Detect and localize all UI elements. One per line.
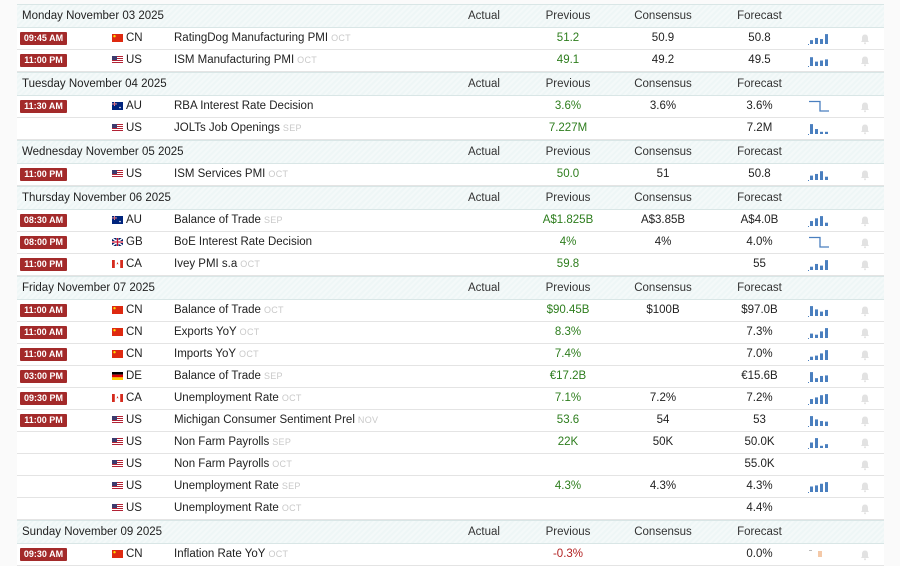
- trend-chart-icon[interactable]: [808, 54, 830, 67]
- column-header-consensus: Consensus: [634, 526, 692, 538]
- bell-icon[interactable]: [859, 55, 871, 67]
- trend-chart-icon[interactable]: [808, 548, 830, 561]
- forecast-value: 7.2%: [746, 392, 773, 404]
- previous-value: A$1.825B: [542, 214, 594, 226]
- country-code: AU: [126, 100, 142, 112]
- country-code: US: [126, 54, 142, 66]
- consensus-value: 3.6%: [649, 100, 677, 112]
- time-badge: 09:30 AM: [20, 548, 67, 561]
- previous-value: 4.3%: [554, 480, 582, 492]
- reference-period: SEP: [263, 215, 283, 225]
- time-badge: 11:00 PM: [20, 414, 67, 427]
- event-cell[interactable]: [174, 118, 302, 139]
- previous-value: $90.45B: [546, 304, 590, 316]
- previous-value: 7.227M: [548, 122, 588, 134]
- consensus-value: 50K: [652, 436, 674, 448]
- event-name[interactable]: Ivey PMI s.a: [174, 258, 238, 270]
- column-header-forecast: Forecast: [737, 78, 782, 90]
- bell-icon[interactable]: [859, 305, 871, 317]
- event-cell[interactable]: [174, 96, 313, 117]
- event-name[interactable]: Unemployment Rate: [174, 480, 279, 492]
- forecast-value: 55.0K: [744, 458, 775, 470]
- economic-calendar: [17, 4, 884, 566]
- event-name[interactable]: Non Farm Payrolls: [174, 436, 270, 448]
- previous-value: 4%: [559, 236, 577, 248]
- column-header-actual: Actual: [468, 526, 500, 538]
- time-badge: 11:30 AM: [20, 100, 67, 113]
- previous-value: 22K: [557, 436, 579, 448]
- previous-value: 51.2: [556, 32, 580, 44]
- trend-chart-icon[interactable]: [808, 370, 830, 383]
- event-row[interactable]: [17, 498, 884, 520]
- event-cell[interactable]: [174, 232, 312, 253]
- event-name[interactable]: Non Farm Payrolls: [174, 458, 270, 470]
- reference-period: SEP: [282, 123, 302, 133]
- reference-period: OCT: [281, 503, 302, 513]
- column-header-actual: Actual: [468, 192, 500, 204]
- reference-period: SEP: [281, 481, 301, 491]
- country-code: AU: [126, 214, 142, 226]
- country-code: CA: [126, 258, 142, 270]
- forecast-value: 50.0K: [744, 436, 775, 448]
- time-badge: 11:00 PM: [20, 168, 67, 181]
- country-code: US: [126, 502, 142, 514]
- trend-chart-icon[interactable]: [808, 436, 830, 449]
- column-header-consensus: Consensus: [634, 192, 692, 204]
- cn-flag-icon: [112, 34, 123, 42]
- country-code: US: [126, 480, 142, 492]
- event-row[interactable]: [17, 454, 884, 476]
- event-cell[interactable]: [174, 366, 283, 387]
- cn-flag-icon: [112, 306, 123, 314]
- bell-icon[interactable]: [859, 259, 871, 271]
- event-name[interactable]: JOLTs Job Openings: [174, 122, 280, 134]
- bell-icon[interactable]: [859, 101, 871, 113]
- time-badge: 08:30 AM: [20, 214, 67, 227]
- day-date: Tuesday November 04 2025: [22, 78, 167, 90]
- trend-chart-icon[interactable]: [808, 122, 830, 135]
- event-row[interactable]: [17, 344, 884, 366]
- column-header-actual: Actual: [468, 146, 500, 158]
- time-badge: 11:00 AM: [20, 304, 67, 317]
- event-cell[interactable]: [174, 544, 288, 565]
- event-cell[interactable]: [174, 498, 302, 519]
- country-code: CN: [126, 348, 143, 360]
- previous-value: 8.3%: [554, 326, 582, 338]
- bell-icon[interactable]: [859, 33, 871, 45]
- event-row[interactable]: [17, 476, 884, 498]
- column-header-previous: Previous: [545, 78, 591, 90]
- previous-value: -0.3%: [552, 548, 584, 560]
- time-badge: 11:00 AM: [20, 326, 67, 339]
- time-badge: 11:00 PM: [20, 258, 67, 271]
- forecast-value: 0.0%: [746, 548, 773, 560]
- consensus-value: 54: [656, 414, 670, 426]
- consensus-value: $100B: [646, 304, 680, 316]
- event-row[interactable]: [17, 210, 884, 232]
- reference-period: OCT: [281, 393, 302, 403]
- reference-period: OCT: [272, 459, 293, 469]
- country-code: US: [126, 168, 142, 180]
- event-cell[interactable]: [174, 322, 260, 343]
- column-header-previous: Previous: [545, 10, 591, 22]
- forecast-value: 4.0%: [746, 236, 773, 248]
- trend-chart-icon[interactable]: [808, 258, 830, 271]
- cn-flag-icon: [112, 550, 123, 558]
- previous-value: 3.6%: [554, 100, 582, 112]
- event-cell[interactable]: [174, 454, 292, 475]
- column-header-previous: Previous: [545, 146, 591, 158]
- consensus-value: 4.3%: [649, 480, 677, 492]
- event-cell[interactable]: [174, 164, 288, 185]
- event-name[interactable]: BoE Interest Rate Decision: [174, 236, 313, 248]
- event-name[interactable]: Imports YoY: [174, 348, 237, 360]
- trend-chart-icon[interactable]: [808, 214, 830, 227]
- time-badge: 08:00 PM: [20, 236, 67, 249]
- column-header-consensus: Consensus: [634, 78, 692, 90]
- column-header-consensus: Consensus: [634, 146, 692, 158]
- event-name[interactable]: Balance of Trade: [174, 214, 261, 226]
- bell-icon[interactable]: [859, 215, 871, 227]
- event-row[interactable]: [17, 164, 884, 186]
- forecast-value: A$4.0B: [740, 214, 779, 226]
- column-header-forecast: Forecast: [737, 192, 782, 204]
- event-name[interactable]: ISM Manufacturing PMI: [174, 54, 295, 66]
- day-date: Thursday November 06 2025: [22, 192, 171, 204]
- previous-value: 7.1%: [554, 392, 582, 404]
- forecast-value: 50.8: [748, 168, 771, 180]
- us-flag-icon: [112, 460, 123, 468]
- country-code: US: [126, 458, 142, 470]
- bell-icon[interactable]: [859, 349, 871, 361]
- event-name[interactable]: Balance of Trade: [174, 304, 261, 316]
- bell-icon[interactable]: [859, 169, 871, 181]
- cn-flag-icon: [112, 350, 123, 358]
- time-badge: 03:00 PM: [20, 370, 67, 383]
- consensus-value: A$3.85B: [640, 214, 686, 226]
- reference-period: OCT: [331, 33, 351, 43]
- country-code: CA: [126, 392, 142, 404]
- event-name[interactable]: Unemployment Rate: [174, 392, 279, 404]
- reference-period: NOV: [357, 415, 379, 425]
- column-header-actual: Actual: [468, 10, 500, 22]
- trend-chart-icon[interactable]: [808, 32, 830, 45]
- trend-chart-icon[interactable]: [808, 326, 830, 339]
- event-cell[interactable]: [174, 388, 302, 409]
- event-name[interactable]: Michigan Consumer Sentiment Prel: [174, 414, 355, 426]
- forecast-value: 7.3%: [746, 326, 773, 338]
- event-name[interactable]: Inflation Rate YoY: [174, 548, 266, 560]
- trend-chart-icon[interactable]: [808, 236, 830, 249]
- country-code: CN: [126, 548, 143, 560]
- event-name[interactable]: Unemployment Rate: [174, 502, 279, 514]
- event-name[interactable]: ISM Services PMI: [174, 168, 266, 180]
- us-flag-icon: [112, 170, 123, 178]
- bell-icon[interactable]: [859, 371, 871, 383]
- forecast-value: 53: [753, 414, 766, 426]
- us-flag-icon: [112, 504, 123, 512]
- event-row[interactable]: [17, 388, 884, 410]
- reference-period: OCT: [297, 55, 318, 65]
- event-row[interactable]: [17, 366, 884, 388]
- trend-chart-icon[interactable]: [808, 392, 830, 405]
- event-name[interactable]: RatingDog Manufacturing PMI: [174, 32, 329, 44]
- ca-flag-icon: [112, 260, 123, 268]
- bell-icon[interactable]: [859, 503, 871, 515]
- gb-flag-icon: [112, 238, 123, 246]
- event-row[interactable]: [17, 232, 884, 254]
- forecast-value: 49.5: [748, 54, 771, 66]
- event-row[interactable]: [17, 322, 884, 344]
- column-header-previous: Previous: [545, 192, 591, 204]
- forecast-value: 4.3%: [746, 480, 773, 492]
- time-badge: 11:00 PM: [20, 54, 67, 67]
- reference-period: OCT: [268, 169, 289, 179]
- cn-flag-icon: [112, 328, 123, 336]
- event-name[interactable]: RBA Interest Rate Decision: [174, 100, 314, 112]
- event-row[interactable]: [17, 28, 884, 50]
- column-header-consensus: Consensus: [634, 282, 692, 294]
- event-cell[interactable]: [174, 254, 260, 275]
- country-code: US: [126, 122, 142, 134]
- us-flag-icon: [112, 416, 123, 424]
- previous-value: 53.6: [556, 414, 580, 426]
- event-cell[interactable]: [174, 432, 291, 453]
- forecast-value: 55: [753, 258, 766, 270]
- previous-value: 50.0: [556, 168, 580, 180]
- de-flag-icon: [112, 372, 123, 380]
- trend-chart-icon[interactable]: [808, 480, 830, 493]
- bell-icon[interactable]: [859, 549, 871, 561]
- forecast-value: 7.0%: [746, 348, 773, 360]
- reference-period: OCT: [239, 349, 259, 359]
- day-header: [17, 4, 884, 28]
- column-header-forecast: Forecast: [737, 282, 782, 294]
- day-header: [17, 140, 884, 164]
- day-header: [17, 186, 884, 210]
- previous-value: 59.8: [556, 258, 580, 270]
- us-flag-icon: [112, 438, 123, 446]
- reference-period: SEP: [263, 371, 283, 381]
- event-cell[interactable]: [174, 410, 378, 431]
- au-flag-icon: [112, 102, 123, 110]
- trend-chart-icon[interactable]: [808, 100, 830, 113]
- event-cell[interactable]: [174, 50, 317, 71]
- day-date: Monday November 03 2025: [22, 10, 164, 22]
- event-name[interactable]: Balance of Trade: [174, 370, 261, 382]
- forecast-value: 3.6%: [746, 100, 773, 112]
- bell-icon[interactable]: [859, 459, 871, 471]
- event-cell[interactable]: [174, 344, 259, 365]
- event-cell[interactable]: [174, 300, 284, 321]
- forecast-value: €15.6B: [741, 370, 778, 382]
- forecast-value: 7.2M: [746, 122, 773, 134]
- ca-flag-icon: [112, 394, 123, 402]
- day-header: [17, 520, 884, 544]
- column-header-previous: Previous: [545, 526, 591, 538]
- event-row[interactable]: [17, 300, 884, 322]
- consensus-value: 7.2%: [649, 392, 677, 404]
- bell-icon[interactable]: [859, 123, 871, 135]
- column-header-consensus: Consensus: [634, 10, 692, 22]
- event-row[interactable]: [17, 118, 884, 140]
- country-code: DE: [126, 370, 142, 382]
- event-row[interactable]: [17, 432, 884, 454]
- bell-icon[interactable]: [859, 481, 871, 493]
- us-flag-icon: [112, 482, 123, 490]
- day-date: Friday November 07 2025: [22, 282, 155, 294]
- trend-chart-icon[interactable]: [808, 304, 830, 317]
- forecast-value: 50.8: [748, 32, 771, 44]
- consensus-value: 49.2: [651, 54, 675, 66]
- consensus-value: 51: [656, 168, 670, 180]
- event-cell[interactable]: [174, 210, 283, 231]
- country-code: GB: [126, 236, 143, 248]
- reference-period: SEP: [272, 437, 292, 447]
- au-flag-icon: [112, 216, 123, 224]
- trend-chart-icon[interactable]: [808, 168, 830, 181]
- bell-icon[interactable]: [859, 415, 871, 427]
- country-code: US: [126, 436, 142, 448]
- day-header: [17, 72, 884, 96]
- column-header-actual: Actual: [468, 78, 500, 90]
- time-badge: 09:45 AM: [20, 32, 67, 45]
- forecast-value: 4.4%: [746, 502, 773, 514]
- consensus-value: 50.9: [651, 32, 675, 44]
- day-date: Wednesday November 05 2025: [22, 146, 184, 158]
- column-header-forecast: Forecast: [737, 526, 782, 538]
- column-header-forecast: Forecast: [737, 146, 782, 158]
- event-row[interactable]: [17, 410, 884, 432]
- bell-icon[interactable]: [859, 437, 871, 449]
- column-header-forecast: Forecast: [737, 10, 782, 22]
- reference-period: OCT: [240, 259, 261, 269]
- reference-period: OCT: [263, 305, 284, 315]
- event-name[interactable]: Exports YoY: [174, 326, 237, 338]
- bell-icon[interactable]: [859, 327, 871, 339]
- bell-icon[interactable]: [859, 237, 871, 249]
- bell-icon[interactable]: [859, 393, 871, 405]
- trend-chart-icon[interactable]: [808, 348, 830, 361]
- country-code: CN: [126, 304, 143, 316]
- country-code: CN: [126, 32, 143, 44]
- event-row[interactable]: [17, 50, 884, 72]
- time-badge: 09:30 PM: [20, 392, 67, 405]
- event-row[interactable]: [17, 96, 884, 118]
- country-code: CN: [126, 326, 143, 338]
- previous-value: 7.4%: [554, 348, 582, 360]
- day-date: Sunday November 09 2025: [22, 526, 163, 538]
- consensus-value: 4%: [654, 236, 672, 248]
- event-row[interactable]: [17, 254, 884, 276]
- day-header: [17, 276, 884, 300]
- forecast-value: $97.0B: [741, 304, 778, 316]
- event-cell[interactable]: [174, 28, 351, 49]
- column-header-actual: Actual: [468, 282, 500, 294]
- previous-value: 49.1: [556, 54, 580, 66]
- trend-chart-icon[interactable]: [808, 414, 830, 427]
- column-header-previous: Previous: [545, 282, 591, 294]
- reference-period: OCT: [239, 327, 260, 337]
- previous-value: €17.2B: [549, 370, 587, 382]
- event-cell[interactable]: [174, 476, 301, 497]
- country-code: US: [126, 414, 142, 426]
- reference-period: OCT: [268, 549, 289, 559]
- us-flag-icon: [112, 56, 123, 64]
- us-flag-icon: [112, 124, 123, 132]
- time-badge: 11:00 AM: [20, 348, 67, 361]
